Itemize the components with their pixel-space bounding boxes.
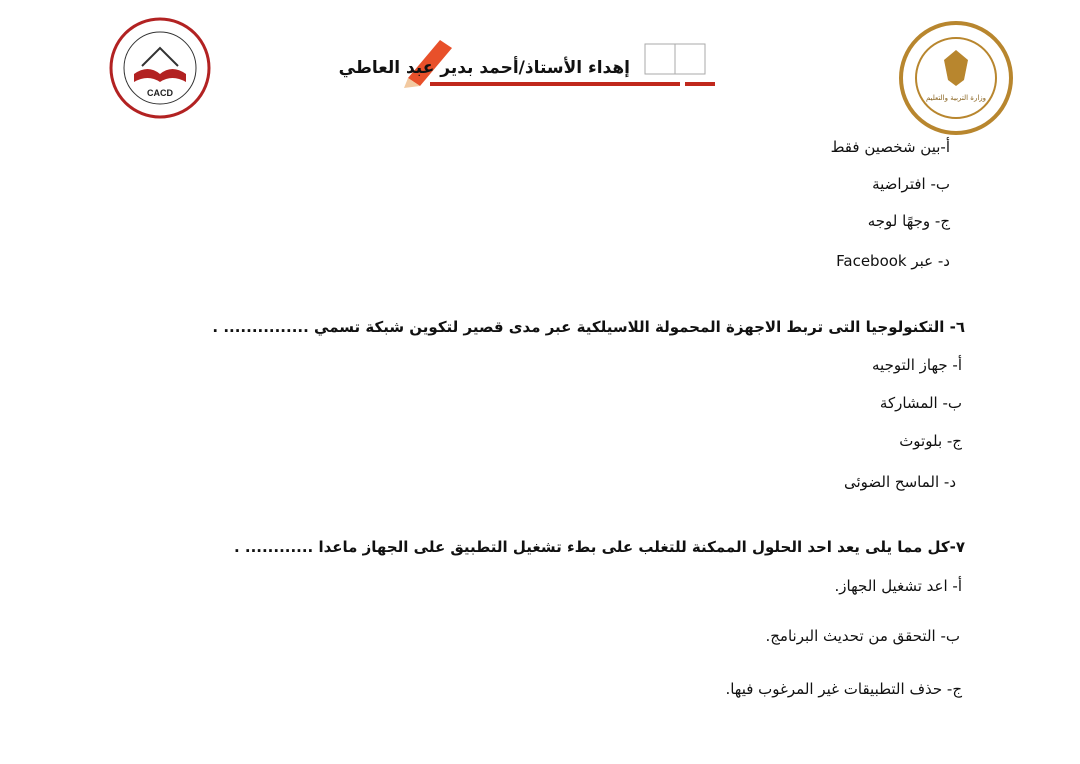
q5-option-d: د- عبر Facebook (836, 252, 950, 270)
q6-option-c: ج- بلوتوث (899, 432, 962, 450)
q5-option-a: أ-بين شخصين فقط (830, 138, 950, 156)
q7-option-b: ب- التحقق من تحديث البرنامج. (765, 627, 960, 645)
q6-option-b: ب- المشاركة (879, 394, 962, 412)
q7-question: ٧-كل مما يلى يعد احد الحلول الممكنة للتغلب على بطء تشغيل التطبيق على الجهاز ماعدا ............ . (233, 538, 965, 556)
cacd-logo (108, 16, 212, 120)
dedication-banner (338, 28, 720, 92)
banner-title: إهداء الأستاذ/أحمد بدير عبد العاطي (338, 58, 630, 78)
q7-option-c: ج- حذف التطبيقات غير المرغوب فيها. (725, 680, 962, 698)
q5-option-c: ج- وجهًا لوجه (867, 212, 950, 230)
q5-option-b: ب- افتراضية (872, 175, 950, 193)
ministry-seal-logo (898, 20, 1014, 136)
cacd-logo-text: CACD (147, 88, 173, 98)
svg-text:وزارة التربية والتعليم: وزارة التربية والتعليم (925, 94, 987, 102)
q6-question: ٦- التكنولوجيا التى تربط الاجهزة المحمولة اللاسيلكية عبر مدى قصير لتكوين شبكة تسمي ............... . (212, 318, 965, 336)
q6-option-a: أ- جهاز التوجيه (872, 356, 962, 374)
q6-option-d: د- الماسح الضوئى (843, 473, 956, 491)
q7-option-a: أ- اعد تشغيل الجهاز. (834, 577, 962, 595)
